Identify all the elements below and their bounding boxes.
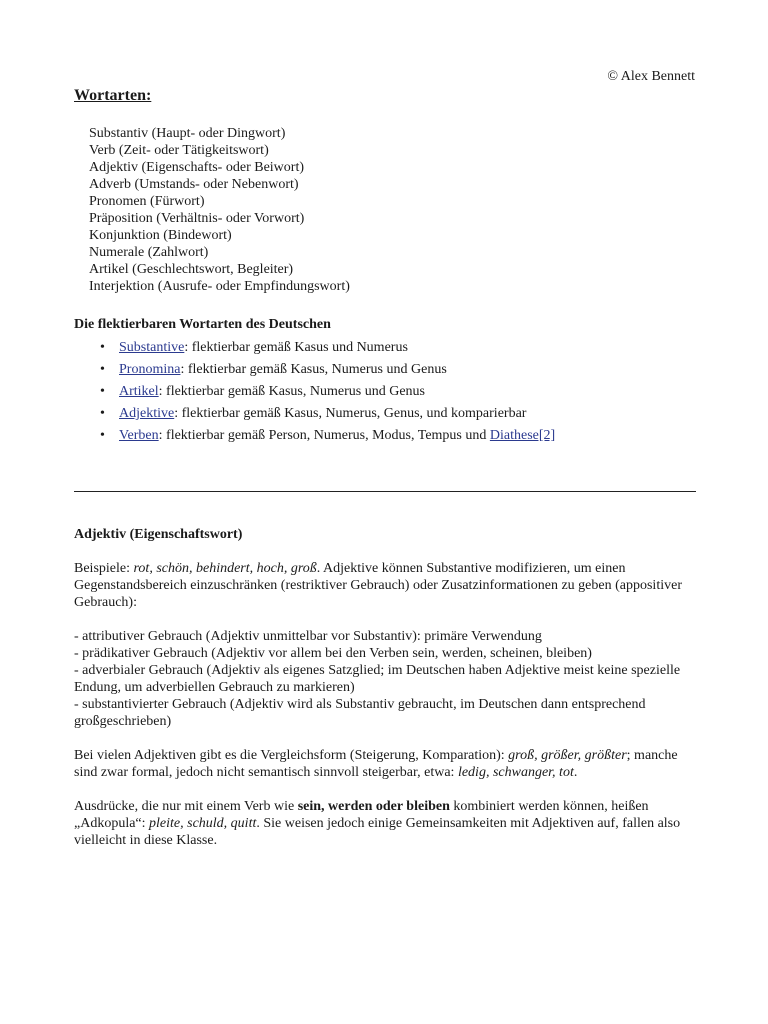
- flex-item-adjektive: [100, 403, 696, 425]
- vergleich-text: ; manche sind zwar formal, jedoch nicht semantisch sinnvoll steigerbar, etwa:: [74, 748, 678, 780]
- list-item: Numerale (Zahlwort): [89, 245, 209, 260]
- flex-list: [100, 337, 696, 447]
- divider: [74, 491, 696, 492]
- list-item: - substantivierter Gebrauch (Adjektiv wird als Substantiv gebraucht, im Deutschen dann entsprechend großgeschrieben): [74, 697, 646, 729]
- uses-list: [74, 628, 696, 730]
- list-item: - attributiver Gebrauch (Adjektiv unmittelbar vor Substantiv): primäre Verwendung: [74, 629, 542, 644]
- bullet-icon: •: [100, 428, 105, 443]
- flex-item-text: : flektierbar gemäß Person, Numerus, Modus, Tempus und: [158, 428, 490, 443]
- beispiele-examples: rot, schön, behindert, hoch, groß: [133, 561, 317, 576]
- beispiele-lead: Beispiele:: [74, 561, 134, 576]
- flex-item-text: : flektierbar gemäß Kasus und Numerus: [184, 340, 408, 355]
- vergleich-example: ledig, schwanger, tot: [457, 765, 574, 780]
- flex-item-artikel: [100, 381, 696, 403]
- wortarten-list: [89, 125, 696, 295]
- flex-item-verben: [100, 425, 696, 447]
- bullet-icon: •: [100, 406, 105, 421]
- vergleich-text: Bei vielen Adjektiven gibt es die Vergleichsform (Steigerung, Komparation):: [74, 748, 509, 763]
- bullet-icon: •: [100, 362, 105, 377]
- list-item: Interjektion (Ausrufe- oder Empfindungswort): [89, 279, 350, 294]
- adkopula-paragraph: [74, 798, 696, 849]
- list-item: Adverb (Umstands- oder Nebenwort): [89, 177, 299, 192]
- adkopula-text: Ausdrücke, die nur mit einem Verb wie: [74, 799, 298, 814]
- vergleich-text: .: [573, 765, 578, 780]
- list-item: Adjektiv (Eigenschafts- oder Beiwort): [89, 160, 304, 175]
- flex-item-pronomina: [100, 359, 696, 381]
- list-item: Pronomen (Fürwort): [89, 194, 205, 209]
- link-pronomina[interactable]: Pronomina: [119, 362, 181, 377]
- adkopula-text: . Sie weisen jedoch einige Gemeinsamkeiten mit Adjektiven auf, fallen also vielleicht in diese Klasse.: [74, 816, 681, 848]
- link-artikel[interactable]: Artikel: [119, 384, 159, 399]
- flex-heading: Die flektierbaren Wortarten des Deutschen: [74, 317, 331, 332]
- list-item: - adverbialer Gebrauch (Adjektiv als eigenes Satzglied; im Deutschen haben Adjektive meist keine spezielle Endung, um adverbiellen Gebrauch zu markieren): [74, 663, 681, 695]
- beispiele-rest: . Adjektive können Substantive modifizieren, um einen Gegenstandsbereich einzuschränken (restriktiver Gebrauch) oder Zusatzinformationen zu geben (appositiver Gebrauch):: [74, 561, 682, 610]
- flex-item-text: : flektierbar gemäß Kasus, Numerus und Genus: [158, 384, 425, 399]
- adkopula-verbs: sein, werden oder bleiben: [297, 799, 450, 814]
- list-item: Konjunktion (Bindewort): [89, 228, 232, 243]
- adkopula-example: pleite, schuld, quitt: [149, 816, 257, 831]
- link-verben[interactable]: Verben: [119, 428, 159, 443]
- beispiele-paragraph: [74, 560, 696, 611]
- list-item: Präposition (Verhältnis- oder Vorwort): [89, 211, 305, 226]
- flex-item-text: : flektierbar gemäß Kasus, Numerus und Genus: [180, 362, 447, 377]
- flex-item-text: : flektierbar gemäß Kasus, Numerus, Genus, und komparierbar: [174, 406, 527, 421]
- document-page: [74, 68, 696, 849]
- copyright-note: © Alex Bennett: [607, 69, 695, 84]
- link-adjektive[interactable]: Adjektive: [119, 406, 175, 421]
- list-item: - prädikativer Gebrauch (Adjektiv vor allem bei den Verben sein, werden, scheinen, bleiben): [74, 646, 592, 661]
- adjektiv-heading: Adjektiv (Eigenschaftswort): [74, 527, 243, 542]
- list-item: Artikel (Geschlechtswort, Begleiter): [89, 262, 294, 277]
- list-item: Substantiv (Haupt- oder Dingwort): [89, 126, 286, 141]
- link-substantive[interactable]: Substantive: [119, 340, 185, 355]
- vergleich-example: groß, größer, größter: [508, 748, 627, 763]
- list-item: Verb (Zeit- oder Tätigkeitswort): [89, 143, 269, 158]
- bullet-icon: •: [100, 384, 105, 399]
- flex-item-substantive: [100, 337, 696, 359]
- page-title: Wortarten:: [74, 87, 152, 104]
- bullet-icon: •: [100, 340, 105, 355]
- adkopula-text: kombiniert werden können, heißen „Adkopula“:: [74, 799, 649, 831]
- vergleich-paragraph: [74, 747, 696, 781]
- link-diathese[interactable]: Diathese[2]: [489, 428, 556, 443]
